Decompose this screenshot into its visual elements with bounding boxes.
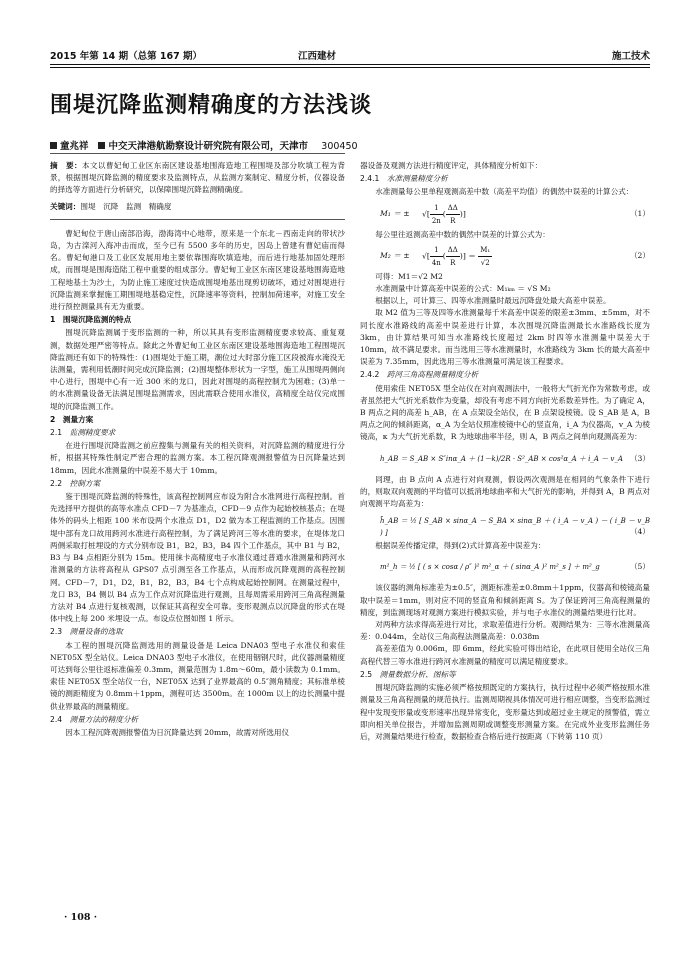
author-line (50, 138, 358, 152)
paragraph: 对两种方法求得高差进行对比，求取差值进行分析。观测结果为：三等水准测量高差：0.044m，全站仪三角高程法测量高差：0.038m (360, 620, 650, 642)
subsection-title: 水准测量精度分析 (386, 174, 448, 184)
intro-paragraph: 曹妃甸位于唐山南部沿海，渤海湾中心地带，原来是一个东北－西南走向的带状沙岛，为古滦河入海冲击而成，至今已有 5500 多年的历史，因岛上曾建有曹妃庙而得名。曹妃甸港口及工业区发展用地主要依靠围海吹填造地，而后进行地基加固处理形成，而围堤是围海造陆工程中重要的组成部分。曹妃甸工业区东南区建设基地围海造地工程地基土为沙土，为防止施工速度过快造成围堤地基出现剪切破坏，通过对围堤进行沉降监测来掌握施工期围堤地基稳定性，沉降速率等资料，控制加荷速率，对施工安全进行预控测量具有无为重要。 (50, 228, 345, 312)
paragraph: 围堤沉降监测的实施必须严格按照既定的方案执行，执行过程中必须严格按照水准测量及三角高程测量的规范执行。监测周期视具体情况可进行相应调整，当变形监测过程中发现变形量或变形速率出现异常变化，变形量达到或超过业主规定的预警值，需立即向相关单位报告，并增加监测周期或调整变形测量方案。在完成外业变形监测任务后，对测量结果进行检查，数据检查合格后进行按距离（下转第 110 页） (360, 683, 650, 741)
frac-num: ΔΔ (446, 202, 460, 215)
abstract-rule (50, 219, 345, 220)
frac-den: √2 (480, 259, 490, 268)
equation-5 (360, 554, 650, 580)
subsubsection-heading (360, 369, 650, 381)
equation-body: m²_h ＝ ½ [ ( s × cosα / ρ″ )² m²_α ＋ ( sinα_A )² m²_s ] ＋ m²_g (380, 563, 600, 572)
subsection-number: 2.4 (50, 714, 63, 724)
paragraph: 取 M2 值为三等及四等水准测量每千米高差中误差的限差±3mm、±5mm，对不同长度水准路线的高差中误差进行计算，本次围堤沉降监测最长水准路线长度为 3km，由计算结果可知当水准路线长度超过 2km 时四等水准测量中误差大于 10mm，故不满足要求。而当选用三等水准测量时，水准路线为 3km 长的最大高差中误差为 7.35mm，因此选用三等水准测量可满足该工程要求。 (360, 308, 650, 367)
right-column (360, 160, 650, 743)
issue-label: 2015 年第 14 期（总第 167 期） (50, 51, 203, 62)
header-rule-thin (50, 67, 650, 68)
section-heading-1: 1 围堤沉降监测的特点 (50, 315, 132, 325)
paragraph: 本工程的围堤沉降监测选用的测量设备是 Leica DNA03 型电子水准仪和索佳 NET05X 型全站仪。Leica DNA03 型电子水准仪，在使用铟钢尺时，此仪器测量精度可达到每公里往返标准偏差 0.3mm，测量范围为 1.8m～60m，最小读数为 0.1mm。索佳 NET05X 型全站仪一台，NET05X 达到了业界最高的 0.5″测角精度；其标准单棱镜的测距精度为 0.8mm＋1ppm，测程可达 3500m。在 1000m 以上的边长测量中提供业界最高的测量精度。 (50, 640, 345, 711)
equation-lhs: M₂ ＝ ± (380, 250, 410, 260)
running-header (50, 48, 650, 62)
subsection-number: 2.2 (50, 478, 63, 488)
subsubsection-heading (360, 173, 650, 185)
keywords (50, 201, 345, 213)
paragraph: 水准测量中计算高差中误差的公式：M₁ₖₘ ＝ √S M₂ (375, 284, 551, 294)
frac-den: R (450, 259, 456, 268)
equation-number: （1） (629, 208, 650, 218)
header-rule (50, 64, 650, 65)
subsection-heading (50, 427, 345, 439)
paragraph: 因本工程沉降观测报警值为日沉降量达到 20mm，故需对所选用仪 (65, 727, 290, 737)
paragraph: 可得：M1＝√2 M2 (375, 271, 443, 281)
abstract (50, 160, 345, 197)
postcode: 300450 (321, 141, 358, 152)
section-label: 施工技术 (611, 51, 650, 62)
frac-num: ΔΔ (446, 244, 460, 257)
frac-num: 1 (430, 244, 443, 257)
subsection-heading (50, 478, 345, 490)
keywords-text: 围堤 沉降 监测 精确度 (80, 201, 172, 211)
subsection-title: 测量设备的选取 (69, 627, 123, 637)
subsection-number: 2.4.2 (360, 370, 380, 380)
paragraph: 该仪器的测角标准差为±0.5″，测距标准差±0.8mm＋1ppm，仪器高和棱镜高量取中误差＝1mm，则对应不同的竖直角和倾斜距离 S。为了保证跨河三角高程测量的精度，到监测现场对观测方案进行模拟实验，并与电子水准仪的测量结果进行比对。 (360, 583, 650, 617)
frac-num: 1 (430, 202, 443, 215)
paragraph: 水准测量每公里单程观测高差中数（高差平均值）的偶然中误差的计算公式： (375, 187, 634, 197)
left-column (50, 160, 345, 739)
paragraph: 同理，由 B 点向 A 点进行对向观测，假设两次观测是在相同的气象条件下进行的，则取双向观测的平均值可以抵消地球曲率和大气折光的影响，并得到 A，B 两点对向观测平均高差为： (360, 474, 650, 509)
paragraph: 根据以上，可计算三、四等水准测量时最远沉降盘处最大高差中误差。 (375, 296, 611, 306)
abstract-label: 摘 要： (50, 161, 82, 170)
paragraph: 高差差值为 0.006m，即 6mm，经此实验可得出结论，在此项目使用全站仪三角高程代替三等水准进行跨河水准测量的精度可以满足精度要求。 (360, 644, 650, 666)
equation-body: h_AB ＝ S_AB × S″inα_A ＋ (1－k)/2R · S²_AB × cos²α_A ＋ i_A － v_A (380, 454, 623, 463)
equation-4 (360, 512, 650, 538)
equation-rhs: √[ $\frac{1}{4n}$ ( $\frac{\Delta\Delta}{R}$ )] ＝ $\frac{\text{M₁}}{√2}$ (422, 244, 492, 269)
author-rule (50, 153, 345, 154)
equation-number: （2） (629, 250, 650, 260)
abstract-text: 本文以曹妃甸工业区东南区建设基地围海造地工程围堤及部分吹填工程为背景，根据围堤沉降监测的精度要求及监测特点，从监测方案制定、精度分析，仪器设备的择选等方面进行分析研究，以保障围堤沉降监测精确度。 (50, 161, 345, 195)
article-title: 围堤沉降监测精确度的方法浅谈 (50, 93, 373, 118)
paragraph: 根据误差传播定律，得到(2)式计算高差中误差为： (375, 541, 546, 551)
page-number: · 108 · (64, 912, 98, 923)
keywords-label: 关键词： (50, 201, 81, 211)
subsection-title: 跨河三角高程测量精度分析 (386, 370, 479, 380)
frac-num: M₁ (478, 244, 492, 257)
square-bullet-icon (98, 142, 105, 149)
subsection-title: 控制方案 (69, 478, 101, 488)
equation-body: h̄_AB ＝ ½ [ S_AB × sinα_A － S_BA × sinα_B ＋ ( i_A － v_A ) － ( i_B － v_B ) ] (380, 517, 650, 538)
paragraph: 围堤沉降监测属于变形监测的一种，所以其具有变形监测精度要求较高、重复观测，数据处理严密等特点。除此之外曹妃甸工业区东南区建设基地围海造地工程围堤沉降监测还有如下的特殊性：(1)围堤处于施工期，潮位过大时部分施工区段被海水淹没无法测量，需利用低潮时间完成沉降监测；(2)围堤整体形状为一字型，施工从围堤两侧向中心进行，围堤中心有一近 300 米的龙口，因此对围堤的高程控制尤为困难；(3)单一的水准测量设备无法满足围堤监测需求，因此需联合使用水准仪，高精度全站仪完成围堤的沉降监测工作。 (50, 328, 345, 411)
subsection-heading (360, 669, 650, 681)
paragraph: 器设备及观测方法进行精度评定，具体精度分析如下： (360, 161, 543, 170)
subsection-number: 2.4.1 (360, 174, 380, 184)
paragraph: 使用索佳 NET05X 型全站仪在对向观测法中，一般将大气折光作为常数考虑，或者虽然把大气折光系数作为变量，却没有考虑不同方向折光系数差异性。为了确定 A，B 两点之间的高差 h_AB，在 A 点架设全站仪，在 B 点架设棱镜。设 S_AB 是 A，B 两点之间的倾斜距离，α_A 为全站仪照准棱镜中心的竖直角，i_A 为仪器高，v_A 为棱镜高，κ 为大气折光系数，R 为地球曲率半径，则 A，B 两点之间单向观测高差为： (360, 383, 650, 442)
subsection-title: 测量方法的精度分析 (69, 714, 139, 724)
equation-rhs: √[ $\frac{1}{2n}$ ( $\frac{\Delta\Delta}{R}$ )] (422, 202, 466, 227)
frac-den: 4n (431, 259, 441, 268)
subsection-number: 2.3 (50, 627, 63, 637)
equation-number: （5） (629, 562, 650, 572)
journal-name: 江西建材 (298, 51, 337, 62)
subsection-number: 2.5 (360, 669, 373, 679)
subsection-title: 测量数据分析、图标等 (379, 669, 456, 679)
equation-lhs: M₁ ＝ ± (380, 208, 410, 218)
equation-1 (360, 201, 650, 227)
section-heading-2: 2 测量方案 (50, 414, 94, 424)
paragraph: 鉴于围堤沉降监测的特殊性，该高程控制网应布设为附合水准网进行高程控制。首先选择甲方提供的高等水准点 CFD－7 为基准点，CFD－9 点作为起始校核基点；在堤体外的码头上相距 100 米布设两个水准点 D1，D2 做为本工程监测的工作基点。因围堤中部有龙口故用跨河水准进行高程控制，为了满足跨河三等水准的要求，在堤体龙口两侧采取打桩埋设的方式分别布设 B1，B2，B3，B4 四个工作基点，其中 B1 与 B2，B3 与 B4 点相距分别为 15m。使用徕卡高精度电子水准仪通过普通水准测量和跨河水准测量的方法将高程从 GPS07 点引测至各工作基点，从而形成沉降观测的高程控制网。CFD－7，D1，D2，B1，B2，B3，B4 七个点构成起始控制网。在测量过程中，龙口 B3，B4 侧以 B4 点为工作点对沉降监进行观测，且每周需采用跨河三角高程测量方法对 B4 点进行复核观测，以保证其高程安全可靠。变形观测点以沉降盘的形式在堤体中线上每 200 米埋设一点。布设点位图如图 1 所示。 (50, 492, 345, 624)
subsection-title: 监测精度要求 (69, 428, 116, 438)
equation-number: （3） (629, 453, 650, 463)
equation-number: （4） (629, 527, 650, 537)
subsection-number: 2.1 (50, 428, 63, 438)
subsection-heading (50, 626, 345, 638)
equation-3 (360, 446, 650, 472)
frac-den: R (450, 216, 456, 225)
paragraph: 每公里往返测高差中数的偶然中误差的计算公式为： (375, 229, 550, 239)
frac-den: 2n (431, 216, 441, 225)
equation-2 (360, 243, 650, 269)
author-name: 童兆祥 (60, 141, 89, 152)
square-bullet-icon (50, 142, 57, 149)
subsection-heading (50, 714, 345, 726)
author-affiliation: 中交天津港航勘察设计研究院有限公司，天津市 (108, 141, 308, 152)
paragraph: 在进行围堤沉降监测之前应搜集与测量有关的相关资料，对沉降监测的精度进行分析，根据其特殊性制定严密合理的监测方案。本工程沉降观测报警值为日沉降量达到 18mm，因此水准测量的中误差不易大于 10mm。 (50, 441, 345, 475)
